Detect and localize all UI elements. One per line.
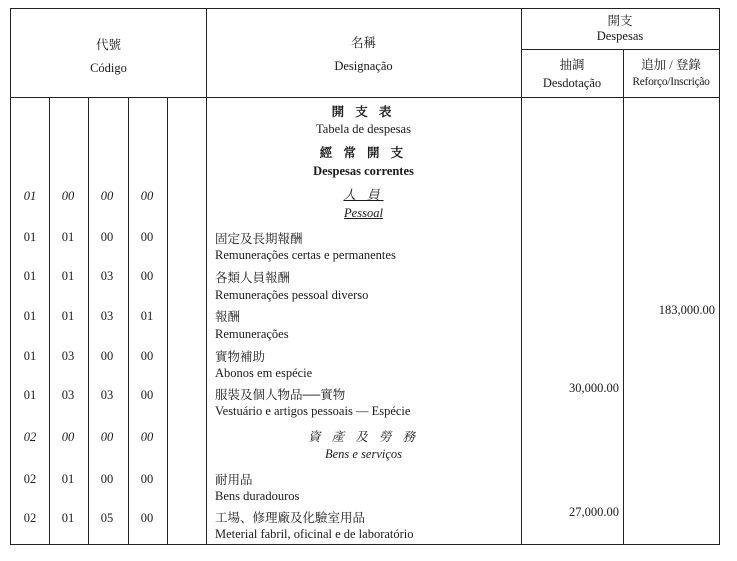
code-cell: 01 bbox=[61, 511, 75, 525]
row-name-zh: 工場、修理廠及化驗室用品 bbox=[215, 511, 366, 525]
title-table-zh: 開 支 表 bbox=[331, 105, 396, 119]
code-cell: 00 bbox=[100, 230, 114, 244]
code-cell: 01 bbox=[23, 349, 37, 363]
code-cell: 01 bbox=[140, 309, 154, 323]
row-name-zh: 固定及長期報酬 bbox=[215, 232, 303, 246]
deduct-amount: 27,000.00 bbox=[569, 505, 619, 519]
title-table-pt: Tabela de despesas bbox=[316, 122, 411, 136]
header-expenses-pt: Despesas bbox=[596, 29, 644, 43]
code-cell: 03 bbox=[100, 309, 114, 323]
code-cell: 00 bbox=[140, 349, 154, 363]
code-cell: 01 bbox=[61, 309, 75, 323]
code-divider-4 bbox=[167, 97, 168, 544]
reinforce-amount: 183,000.00 bbox=[658, 303, 715, 317]
row-name-zh: 人 員 bbox=[343, 188, 384, 202]
code-cell: 03 bbox=[100, 388, 114, 402]
code-cell: 00 bbox=[100, 430, 114, 444]
row-name-pt: Abonos em espécie bbox=[215, 366, 313, 380]
col-divider-amounts bbox=[623, 49, 624, 544]
header-deduct-pt: Desdotação bbox=[542, 76, 602, 90]
row-name-zh: 耐用品 bbox=[215, 473, 253, 487]
row-name-zh: 實物補助 bbox=[215, 350, 266, 364]
code-cell: 00 bbox=[140, 430, 154, 444]
row-name-zh: 各類人員報酬 bbox=[215, 271, 291, 285]
code-cell: 02 bbox=[23, 511, 37, 525]
header-code-zh: 代號 bbox=[95, 38, 121, 52]
title-current-pt: Despesas correntes bbox=[313, 164, 414, 178]
header-expenses-zh: 開支 bbox=[607, 14, 633, 28]
code-cell: 01 bbox=[23, 189, 37, 203]
col-divider-code-name bbox=[206, 9, 207, 544]
header-deduct-zh: 抽調 bbox=[559, 58, 585, 72]
code-cell: 02 bbox=[23, 472, 37, 486]
header-name-zh: 名稱 bbox=[350, 36, 376, 50]
row-name-pt: Bens e serviços bbox=[324, 447, 403, 461]
code-cell: 02 bbox=[23, 430, 37, 444]
code-cell: 00 bbox=[140, 189, 154, 203]
row-name-pt: Remunerações pessoal diverso bbox=[215, 288, 369, 302]
header-subdivider bbox=[521, 49, 719, 50]
row-name-pt: Vestuário e artigos pessoais — Espécie bbox=[215, 404, 411, 418]
code-cell: 01 bbox=[23, 269, 37, 283]
code-cell: 01 bbox=[61, 230, 75, 244]
code-cell: 01 bbox=[23, 230, 37, 244]
code-cell: 01 bbox=[23, 309, 37, 323]
code-cell: 00 bbox=[140, 269, 154, 283]
deduct-amount: 30,000.00 bbox=[569, 381, 619, 395]
header-reinforce-pt: Reforço/Inscrição bbox=[632, 76, 710, 88]
code-cell: 00 bbox=[100, 349, 114, 363]
code-cell: 00 bbox=[140, 472, 154, 486]
header-code-pt: Código bbox=[90, 61, 127, 75]
code-cell: 03 bbox=[61, 349, 75, 363]
row-name-zh: 報酬 bbox=[215, 310, 241, 324]
code-cell: 03 bbox=[61, 388, 75, 402]
title-current-zh: 經 常 開 支 bbox=[319, 146, 408, 160]
code-cell: 00 bbox=[100, 472, 114, 486]
code-cell: 00 bbox=[140, 230, 154, 244]
row-name-pt: Bens duradouros bbox=[215, 489, 300, 503]
code-cell: 01 bbox=[61, 269, 75, 283]
code-cell: 05 bbox=[100, 511, 114, 525]
row-name-pt: Meterial fabril, oficinal e de laboratório bbox=[215, 527, 414, 541]
code-cell: 01 bbox=[61, 472, 75, 486]
row-name-pt: Remunerações certas e permanentes bbox=[215, 248, 396, 262]
row-name-zh: 資 產 及 勞 務 bbox=[307, 430, 419, 444]
row-name-pt: Pessoal bbox=[344, 206, 383, 220]
row-name-pt: Remunerações bbox=[215, 327, 289, 341]
header-name-pt: Designação bbox=[334, 59, 393, 73]
code-cell: 01 bbox=[23, 388, 37, 402]
budget-table bbox=[10, 8, 720, 545]
row-name-zh: 服裝及個人物品──實物 bbox=[215, 388, 346, 402]
code-cell: 00 bbox=[140, 511, 154, 525]
code-cell: 00 bbox=[61, 189, 75, 203]
code-cell: 00 bbox=[140, 388, 154, 402]
code-cell: 00 bbox=[100, 189, 114, 203]
header-reinforce-zh: 追加 / 登錄 bbox=[641, 58, 701, 72]
code-cell: 03 bbox=[100, 269, 114, 283]
header-bottom-line bbox=[11, 97, 719, 98]
code-cell: 00 bbox=[61, 430, 75, 444]
